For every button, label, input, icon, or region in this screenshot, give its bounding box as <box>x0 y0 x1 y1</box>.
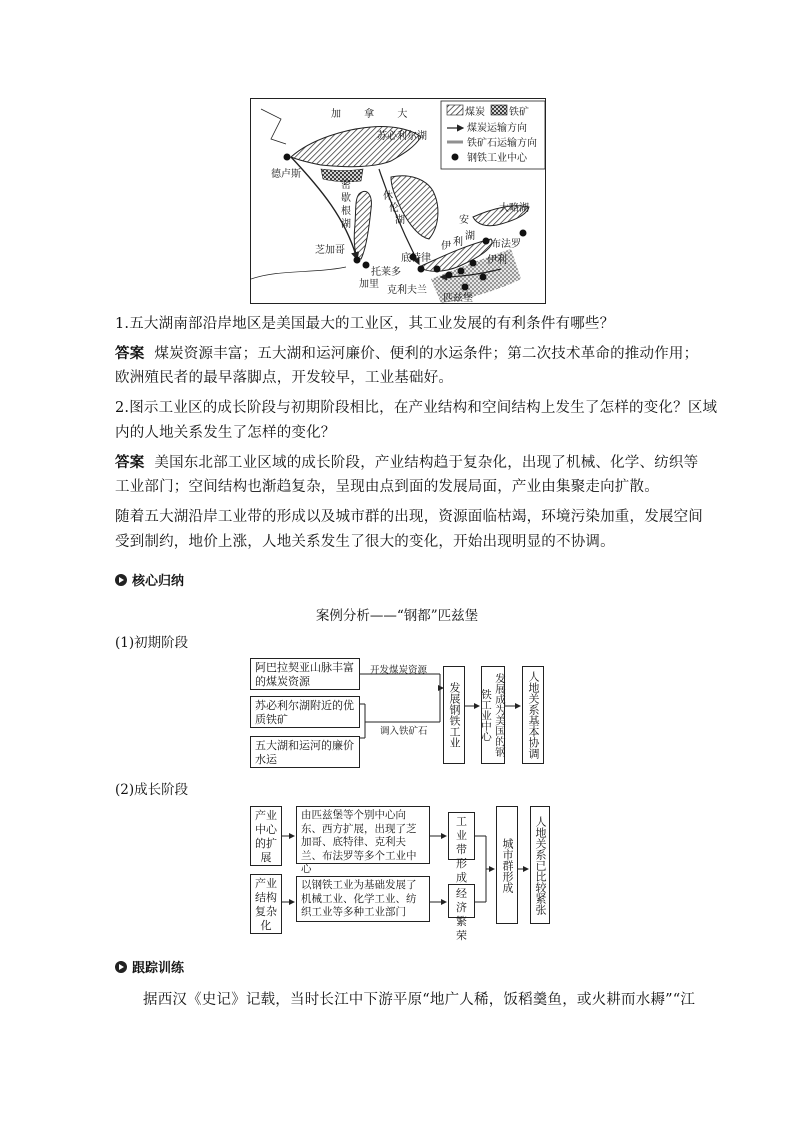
play-bullet-icon <box>115 574 127 586</box>
label-pittsburgh: 匹兹堡 <box>443 293 473 304</box>
map-country-label: 加 拿 大 <box>331 109 418 120</box>
training-heading <box>115 957 184 976</box>
answer-1-line-2: 欧洲殖民者的最早落脚点，开发较早，工业基础好。 <box>115 370 454 386</box>
stage-2-box-structure: 产业结构复杂化 <box>250 874 282 934</box>
stage-2-box-centers: 由匹兹堡等个别中心向东、西方扩展，出现了芝加哥、底特律、克利夫兰、布法罗等多个工业中心 <box>296 806 430 864</box>
stage-1-diagram <box>250 656 550 766</box>
label-superior: 苏必利尔湖 <box>377 131 427 142</box>
label-ontario-1: 安 <box>459 215 469 226</box>
core-heading-text: 核心归纳 <box>132 574 185 589</box>
stage-2-label: (2)成长阶段 <box>115 782 189 798</box>
answer-2-line-1 <box>115 450 698 476</box>
answer-2-line-3: 随着五大湖沿岸工业带的形成以及城市群的出现，资源面临枯竭，环境污染加重，发展空间 <box>115 509 703 525</box>
label-erie-2: 利 <box>453 237 463 248</box>
question-1: 1.五大湖南部沿岸地区是美国最大的工业区，其工业发展的有利条件有哪些？ <box>115 316 615 332</box>
answer-2-line-2: 工业部门；空间结构也渐趋复杂，呈现由点到面的发展局面，产业由集聚走向扩散。 <box>115 479 659 495</box>
legend-coal: 煤炭 <box>465 107 485 118</box>
stage-1-box-coal: 阿巴拉契亚山脉丰富的煤炭资源 <box>250 658 360 690</box>
legend-center: 钢铁工业中心 <box>467 153 527 164</box>
stage-1-label: (1)初期阶段 <box>115 635 189 651</box>
label-cleveland: 克利夫兰 <box>387 285 427 296</box>
stage-1-box-steel-text: 发展钢铁工业 <box>448 682 461 748</box>
label-michigan: 密歇根湖 <box>341 180 351 230</box>
stage-1-box-center-text: 发展成为美国的钢铁工业中心 <box>480 673 506 757</box>
legend-iron-route: 铁矿石运输方向 <box>467 138 537 149</box>
legend-coal-route: 煤炭运输方向 <box>467 123 527 134</box>
label-ontario-2: 大略湖 <box>499 203 529 214</box>
label-huron-2: 伦 <box>389 203 399 214</box>
label-toledo: 托莱多 <box>371 267 401 278</box>
answer-1-text-1: 煤炭资源丰富；五大湖和运河廉价、便利的水运条件；第二次技术革命的推动作用； <box>154 346 699 362</box>
stage-1-box-steel <box>443 666 465 764</box>
stage-1-box-harmony <box>522 666 544 764</box>
stage-1-arrow-label-iron: 调入铁矿石 <box>380 726 428 737</box>
stage-2-box-prosperity: 经济繁荣 <box>448 884 475 918</box>
answer-1-key: 答案 <box>115 345 145 362</box>
stage-1-box-harmony-text: 人地关系基本协调 <box>527 671 540 759</box>
answer-1-line-1 <box>115 341 698 367</box>
label-erie-city: 伊利 <box>487 255 507 266</box>
label-buffalo: 布法罗 <box>491 239 521 250</box>
stage-2-box-industries: 以钢铁工业为基础发展了机械工业、化学工业、纺织工业等多种工业部门 <box>296 876 430 922</box>
answer-2-line-4: 受到制约，地价上涨，人地关系发生了很大的变化，开始出现明显的不协调。 <box>115 534 615 550</box>
core-heading <box>115 570 184 589</box>
stage-2-box-tension <box>530 806 550 924</box>
label-huron-1: 休 <box>383 191 393 202</box>
label-erie-1: 伊 <box>441 241 451 252</box>
stage-2-box-expansion: 产业中心的扩展 <box>250 806 282 866</box>
label-erie-3: 湖 <box>465 231 475 242</box>
stage-2-box-tension-text: 人地关系已比较紧张 <box>534 815 547 915</box>
label-huron-3: 湖 <box>395 215 405 226</box>
stage-2-diagram <box>250 804 550 942</box>
answer-2-text-1: 美国东北部工业区域的成长阶段，产业结构趋于复杂化，出现了机械、化学、纺织等 <box>154 455 699 471</box>
stage-1-box-water: 五大湖和运河的廉价水运 <box>250 736 360 768</box>
question-2-line-2: 内的人地关系发生了怎样的变化？ <box>115 425 336 441</box>
label-gary: 加里 <box>359 279 379 290</box>
stage-1-arrow-label-coal: 开发煤炭资源 <box>370 665 428 676</box>
stage-1-box-iron: 苏必利尔湖附近的优质铁矿 <box>250 696 360 728</box>
training-text: 据西汉《史记》记载，当时长江中下游平原“地广人稀，饭稻羹鱼，或火耕而水耨”“江 <box>143 992 696 1008</box>
question-2-line-1: 2.图示工业区的成长阶段与初期阶段相比，在产业结构和空间结构上发生了怎样的变化？区域 <box>115 400 718 416</box>
case-title: 案例分析——“钢都”匹兹堡 <box>315 608 479 624</box>
stage-2-box-belt: 工业带形成 <box>448 812 475 860</box>
stage-2-box-city-cluster <box>496 806 518 924</box>
training-heading-text: 跟踪训练 <box>132 961 185 976</box>
stage-2-box-city-cluster-text: 城市群形成 <box>501 837 514 893</box>
great-lakes-map <box>250 98 546 304</box>
label-detroit: 底特律 <box>401 253 431 264</box>
stage-1-box-center <box>481 666 505 764</box>
legend-iron: 铁矿 <box>509 107 529 118</box>
label-duluth: 德卢斯 <box>271 169 301 180</box>
answer-2-key: 答案 <box>115 454 145 471</box>
label-chicago: 芝加哥 <box>315 245 345 256</box>
play-bullet-icon <box>115 961 127 973</box>
